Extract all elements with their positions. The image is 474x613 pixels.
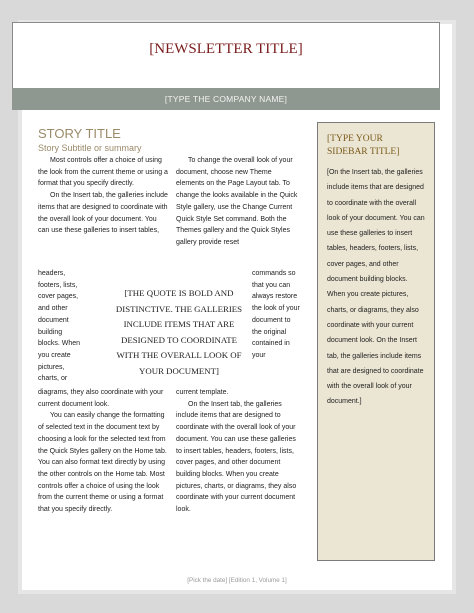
company-name[interactable]: [TYPE THE COMPANY NAME] xyxy=(164,94,288,104)
paragraph: diagrams, they also coordinate with your current document look. xyxy=(38,389,164,408)
footer-date-edition[interactable]: [Pick the date] [Edition 1, Volume 1] xyxy=(187,577,287,584)
paragraph: headers, footers, lists, cover pages, and other document building blocks. When you create pictures, charts, or xyxy=(38,270,81,383)
newsletter-title[interactable]: [NEWSLETTER TITLE] xyxy=(149,41,303,57)
sidebar-title[interactable]: [TYPE YOUR SIDEBAR TITLE] xyxy=(327,134,400,157)
column-2-top[interactable] xyxy=(176,155,298,249)
column-2-wrap[interactable] xyxy=(252,268,300,362)
paragraph: On the Insert tab, the galleries include items that are designed to coordinate with the overall look of your document. You can use these galleries to insert tables, xyxy=(38,192,168,235)
paragraph: Most controls offer a choice of using the look from the current theme or using a format that you specify directly. xyxy=(38,157,168,188)
masthead xyxy=(12,22,440,89)
paragraph: current template. xyxy=(176,389,229,396)
column-2-bottom[interactable] xyxy=(176,387,298,516)
company-name-bar[interactable] xyxy=(12,88,440,110)
sidebar-box xyxy=(317,122,435,561)
story-subtitle[interactable]: Story Subtitle or summary xyxy=(38,143,142,153)
sidebar-body[interactable]: [On the Insert tab, the galleries include items that are designed to coordinate with the overall look of your document. You can use these galleries to insert tables, headers, footers, lists, cover pages, and other document building blocks. When you create pictures, charts, or diagrams, they also coordinate with your current document look. On the Insert tab, the galleries include items that are designed to coordinate with the overall look of your document.] xyxy=(327,169,425,406)
paragraph: commands so that you can always restore the look of your document to the original contained in your xyxy=(252,270,300,359)
column-1-bottom[interactable] xyxy=(38,387,168,516)
story-title[interactable]: STORY TITLE xyxy=(38,126,121,141)
paragraph: You can easily change the formatting of selected text in the document text by choosing a look for the selected text from the Quick Styles gallery on the Home tab. You can also format text directly by using the other controls on the Home tab. Most controls offer a choice of using the look from the current theme or using a format that you specify directly. xyxy=(38,412,167,514)
paragraph: On the Insert tab, the galleries include items that are designed to coordinate with the overall look of your document. You can use these galleries to insert tables, headers, footers, lists, cover pages, and other document building blocks. When you create pictures, charts, or diagrams, they also coordinate with your current document look. xyxy=(176,400,297,514)
column-1-top[interactable] xyxy=(38,155,168,237)
column-1-wrap[interactable] xyxy=(38,268,82,385)
pull-quote[interactable]: [THE QUOTE IS BOLD AND DISTINCTIVE. THE GALLERIES INCLUDE ITEMS THAT ARE DESIGNED TO COORDINATE WITH THE OVERALL LOOK OF YOUR DOCUMENT] xyxy=(115,288,243,376)
paragraph: To change the overall look of your document, choose new Theme elements on the Page Layout tab. To change the looks available in the Quick Style gallery, use the Change Current Quick Style Set command. Both the Themes gallery and the Quick Styles gallery provide reset xyxy=(176,157,298,246)
